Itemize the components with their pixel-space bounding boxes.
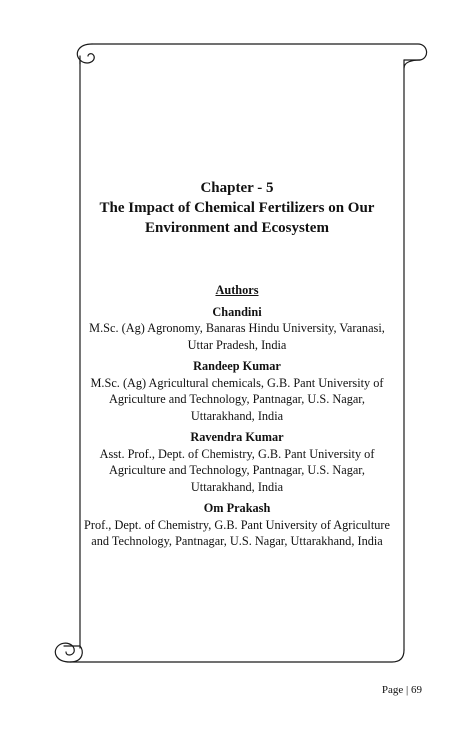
chapter-label: Chapter - 5 xyxy=(200,180,274,196)
author-name: Ravendra Kumar xyxy=(190,430,284,444)
author-affiliation-line: Uttarakhand, India xyxy=(190,479,284,494)
author-affiliation-line: and Technology, Pantnagar, U.S. Nagar, Uttarakhand, India xyxy=(91,534,383,548)
author-affiliation-line: Uttarakhand, India xyxy=(190,408,284,423)
author-name: Om Prakash xyxy=(203,501,271,515)
chapter-heading xyxy=(72,178,402,238)
scroll-top-roll xyxy=(92,44,427,60)
chapter-title-line-1: The Impact of Chemical Fertilizers on Our xyxy=(99,200,375,216)
author-affiliation-line: Uttar Pradesh, India xyxy=(187,337,287,352)
author-affiliation-line: Agriculture and Technology, Pantnagar, U.S. Nagar, xyxy=(109,392,365,406)
authors-heading: Authors xyxy=(215,283,259,297)
author-affiliation-line: Agriculture and Technology, Pantnagar, U.S. Nagar, xyxy=(109,463,365,477)
authors-section xyxy=(72,282,402,555)
author-affiliation-line: M.Sc. (Ag) Agronomy, Banaras Hindu University, Varanasi, xyxy=(89,321,385,335)
author-entry xyxy=(72,429,402,495)
author-entry xyxy=(72,304,402,354)
author-name: Randeep Kumar xyxy=(193,359,281,373)
author-name: Chandini xyxy=(212,304,262,319)
author-affiliation-line: Prof., Dept. of Chemistry, G.B. Pant University of Agriculture xyxy=(84,517,390,532)
scroll-bottom-roll xyxy=(55,643,404,662)
author-entry xyxy=(72,358,402,424)
author-entry xyxy=(72,500,402,550)
chapter-title-line-2: Environment and Ecosystem xyxy=(145,220,329,236)
author-affiliation-line: M.Sc. (Ag) Agricultural chemicals, G.B. Pant University of xyxy=(90,375,384,390)
author-affiliation-line: Asst. Prof., Dept. of Chemistry, G.B. Pant University of xyxy=(99,446,375,461)
page-number: Page | 69 xyxy=(381,684,422,696)
